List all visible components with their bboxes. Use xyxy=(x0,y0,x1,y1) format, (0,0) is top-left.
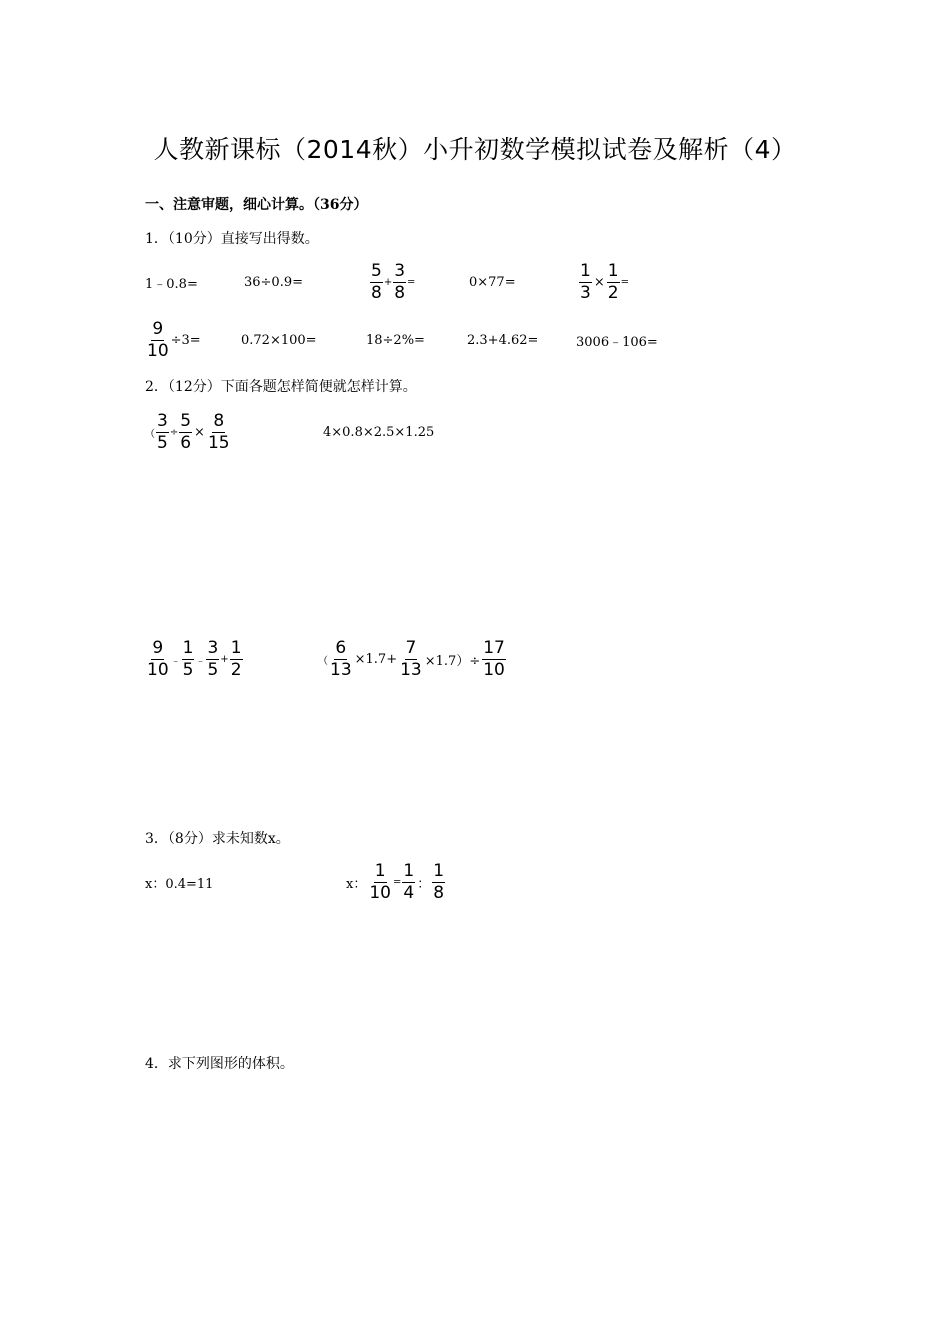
numerator: 9 xyxy=(152,637,164,658)
numerator: 3 xyxy=(394,260,406,281)
denominator: 13 xyxy=(400,659,422,680)
fraction xyxy=(482,639,506,680)
q2-expr-3 xyxy=(145,635,244,683)
open-paren: （ xyxy=(318,655,328,667)
numerator: 7 xyxy=(405,637,417,658)
fraction xyxy=(179,412,192,453)
denominator: 10 xyxy=(369,882,391,903)
fraction xyxy=(146,320,170,361)
q1-expr-4 xyxy=(469,258,516,306)
expr-text: 36÷0.9= xyxy=(244,274,304,290)
fraction xyxy=(207,412,231,453)
q1-expr-8 xyxy=(366,316,425,364)
denominator: 8 xyxy=(433,882,445,903)
q2-expr-1 xyxy=(145,408,232,456)
q1-expr-10 xyxy=(576,316,658,364)
denominator: 2 xyxy=(230,659,242,680)
equals-sign: = xyxy=(407,276,416,288)
numerator: 1 xyxy=(374,860,386,881)
question-4-label: 4．求下列图形的体积。 xyxy=(145,1056,294,1072)
fraction xyxy=(146,639,170,680)
operator: ÷ xyxy=(169,426,179,438)
numerator: 1 xyxy=(403,860,415,881)
q1-expr-1 xyxy=(145,258,198,306)
fraction xyxy=(230,639,243,680)
expr-text: 1﹣0.8= xyxy=(145,276,198,292)
numerator: 5 xyxy=(180,410,192,431)
q2-expr-2 xyxy=(323,408,434,456)
numerator: 6 xyxy=(335,637,347,658)
q1-expr-3 xyxy=(369,258,415,306)
denominator: 6 xyxy=(180,432,192,453)
operator: + xyxy=(383,276,393,288)
section-heading: 一、注意审题，细心计算。（36分） xyxy=(145,197,368,213)
numerator: 5 xyxy=(371,260,382,281)
fraction xyxy=(368,862,392,903)
numerator: 1 xyxy=(230,637,242,658)
q1-expr-9 xyxy=(467,316,538,364)
denominator: 10 xyxy=(483,659,505,680)
expr-text: 2.3+4.62= xyxy=(467,332,539,348)
fraction xyxy=(432,862,445,903)
fraction xyxy=(579,262,592,303)
expr-text: 18÷2%= xyxy=(366,332,425,348)
denominator: 4 xyxy=(403,882,415,903)
expr-text: 4×0.8×2.5×1.25 xyxy=(323,424,435,440)
numerator: 1 xyxy=(580,260,591,281)
operator: × xyxy=(194,424,205,440)
q2-expr-4 xyxy=(318,635,507,683)
numerator: 1 xyxy=(182,637,194,658)
expr-text: 0.72×100= xyxy=(241,332,317,348)
question-2-label: 2．（12分）下面各题怎样简便就怎样计算。 xyxy=(145,379,417,395)
operator: + xyxy=(220,653,229,665)
open-paren: （ xyxy=(145,428,155,440)
expr-text: 0×77= xyxy=(469,274,516,290)
denominator: 3 xyxy=(580,282,591,303)
fraction xyxy=(206,639,219,680)
expr-text: 3006﹣106= xyxy=(576,334,658,350)
q3-expr-2 xyxy=(345,858,446,906)
denominator: 10 xyxy=(147,659,169,680)
q1-expr-6 xyxy=(145,316,201,364)
fraction xyxy=(393,262,406,303)
question-1-label: 1．（10分）直接写出得数。 xyxy=(145,231,319,247)
question-3-label: 3．（8分）求未知数x。 xyxy=(145,831,290,847)
denominator: 2 xyxy=(607,282,619,303)
numerator: 9 xyxy=(152,318,164,339)
fraction xyxy=(402,862,415,903)
denominator: 8 xyxy=(371,282,382,303)
page-title: 人教新课标（2014秋）小升初数学模拟试卷及解析（4） xyxy=(153,135,797,164)
numerator: 8 xyxy=(213,410,225,431)
fraction xyxy=(182,639,195,680)
equals-sign: = xyxy=(620,276,629,288)
operator: ﹣ xyxy=(170,655,181,667)
numerator: 1 xyxy=(607,260,619,281)
expr-text: ÷3= xyxy=(170,332,201,348)
operator: ﹣ xyxy=(195,655,206,667)
numerator: 3 xyxy=(207,637,219,658)
denominator: 5 xyxy=(182,659,194,680)
expr-text: x： xyxy=(346,876,367,892)
q1-expr-7 xyxy=(241,316,317,364)
fraction xyxy=(156,412,169,453)
denominator: 15 xyxy=(207,432,230,453)
fraction xyxy=(399,639,423,680)
colon: ： xyxy=(417,876,431,892)
equals-sign: = xyxy=(392,876,402,888)
denominator: 5 xyxy=(157,432,168,453)
fraction xyxy=(607,262,620,303)
expr-text: ×1.7+ xyxy=(354,651,398,667)
numerator: 1 xyxy=(433,860,445,881)
expr-text: x：0.4=11 xyxy=(145,876,214,892)
q1-expr-2 xyxy=(244,258,303,306)
operator: × xyxy=(593,274,605,290)
denominator: 13 xyxy=(330,659,352,680)
q1-expr-5 xyxy=(578,258,629,306)
numerator: 17 xyxy=(483,637,505,658)
expr-text: ×1.7）÷ xyxy=(424,653,481,669)
q3-expr-1 xyxy=(145,858,213,906)
denominator: 5 xyxy=(207,659,219,680)
fraction xyxy=(370,262,383,303)
denominator: 8 xyxy=(394,282,406,303)
numerator: 3 xyxy=(157,410,168,431)
denominator: 10 xyxy=(147,340,169,361)
fraction xyxy=(329,639,353,680)
